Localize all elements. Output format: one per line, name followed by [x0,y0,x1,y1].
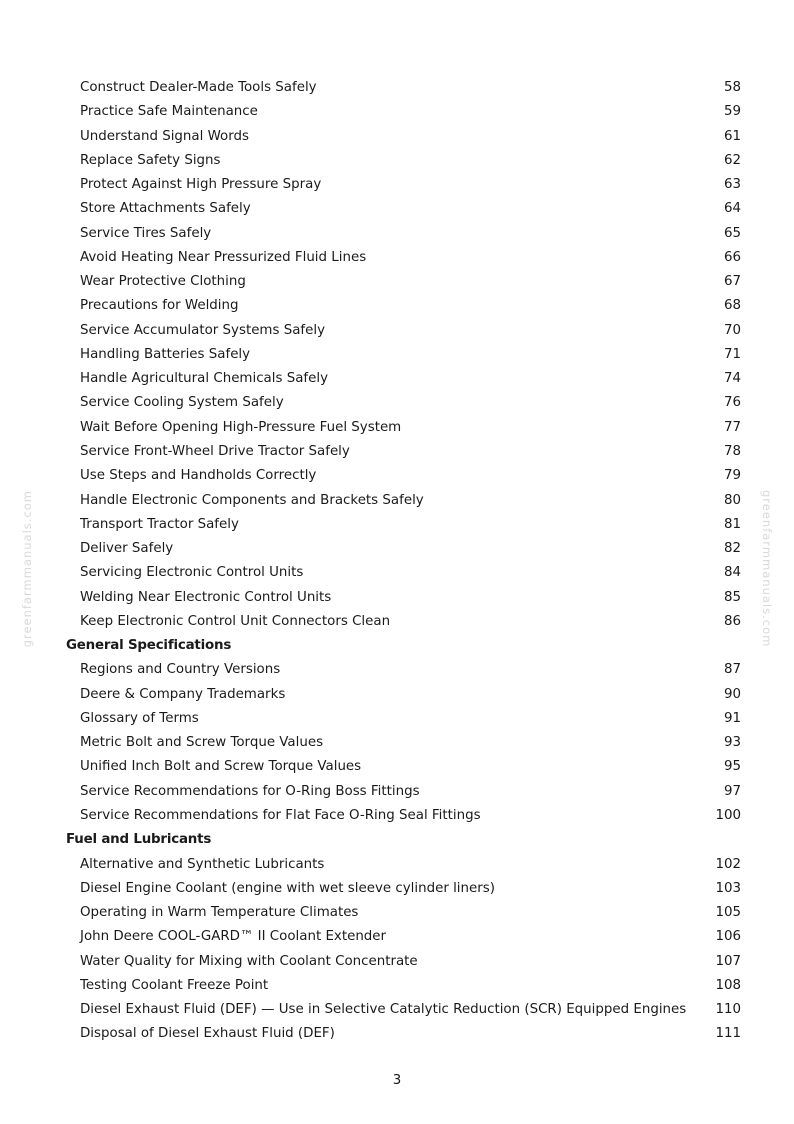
entry-page-number: 86 [723,613,741,629]
entry-page-number: 97 [723,783,741,799]
entry-page-number: 66 [723,249,741,265]
toc-entry[interactable] [0,1022,794,1046]
entry-title: Water Quality for Mixing with Coolant Concentrate [80,953,418,969]
entry-page-number: 93 [723,735,741,751]
entry-page-number: 103 [715,880,741,896]
entry-title: Diesel Exhaust Fluid (DEF) — Use in Selective Catalytic Reduction (SCR) Equipped Engines [80,1002,687,1018]
toc-entry[interactable] [0,149,794,173]
entry-page-number: 65 [723,225,741,241]
entry-title: Regions and Country Versions [80,662,281,678]
watermark-left: greenfarmmanuals.com [20,490,34,648]
section-title: General Specifications [66,638,232,654]
entry-page-number: 111 [715,1026,741,1042]
entry-page-number: 87 [723,662,741,678]
entry-title: Store Attachments Safely [80,201,251,217]
toc-entry[interactable] [0,440,794,464]
toc-entry[interactable] [0,464,794,488]
toc-entry[interactable] [0,561,794,585]
entry-title: Service Recommendations for Flat Face O-Ring Seal Fittings [80,807,481,823]
toc-entry[interactable] [0,925,794,949]
entry-page-number: 63 [723,177,741,193]
entry-title: Handle Electronic Components and Brackets Safely [80,492,424,508]
toc-entry[interactable] [0,731,794,755]
toc-entry[interactable] [0,901,794,925]
toc-entry[interactable] [0,974,794,998]
entry-title: Wear Protective Clothing [80,274,246,290]
entry-title: Service Tires Safely [80,225,212,241]
entry-title: Testing Coolant Freeze Point [80,977,269,993]
entry-title: Welding Near Electronic Control Units [80,589,332,605]
entry-page-number: 100 [715,807,741,823]
entry-title: Metric Bolt and Screw Torque Values [80,735,324,751]
section-title: Fuel and Lubricants [66,832,212,848]
toc-entry[interactable] [0,222,794,246]
entry-page-number: 107 [715,953,741,969]
entry-page-number: 108 [715,977,741,993]
entry-title: Wait Before Opening High-Pressure Fuel System [80,419,402,435]
toc-entry[interactable] [0,877,794,901]
entry-page-number: 76 [723,395,741,411]
entry-title: Glossary of Terms [80,710,199,726]
entry-title: Alternative and Synthetic Lubricants [80,856,325,872]
toc-entry[interactable] [0,853,794,877]
entry-page-number: 81 [723,516,741,532]
entry-title: Service Cooling System Safely [80,395,284,411]
toc-entry[interactable] [0,610,794,634]
entry-title: Operating in Warm Temperature Climates [80,905,359,921]
toc-entry[interactable] [0,294,794,318]
toc-entry[interactable] [0,173,794,197]
entry-title: Unified Inch Bolt and Screw Torque Values [80,759,362,775]
entry-page-number: 70 [723,322,741,338]
toc-entry[interactable] [0,998,794,1022]
entry-page-number: 79 [723,468,741,484]
entry-title: Deere & Company Trademarks [80,686,286,702]
entry-title: Disposal of Diesel Exhaust Fluid (DEF) [80,1026,335,1042]
toc-entry[interactable] [0,950,794,974]
entry-title: Avoid Heating Near Pressurized Fluid Lines [80,249,367,265]
entry-page-number: 67 [723,274,741,290]
entry-page-number: 105 [715,905,741,921]
entry-page-number: 74 [723,371,741,387]
entry-page-number: 84 [723,565,741,581]
toc-entry[interactable] [0,100,794,124]
toc-entry[interactable] [0,513,794,537]
toc-entry[interactable] [0,270,794,294]
toc-entry[interactable] [0,125,794,149]
entry-page-number: 78 [723,443,741,459]
entry-title: John Deere COOL-GARD™ II Coolant Extender [80,929,387,945]
entry-page-number: 102 [715,856,741,872]
entry-page-number: 62 [723,152,741,168]
toc-entry[interactable] [0,489,794,513]
entry-page-number: 95 [723,759,741,775]
entry-title: Replace Safety Signs [80,152,221,168]
entry-title: Understand Signal Words [80,128,249,144]
toc-section-heading [0,634,794,658]
toc-entry[interactable] [0,537,794,561]
entry-title: Keep Electronic Control Unit Connectors Clean [80,613,391,629]
entry-title: Service Front-Wheel Drive Tractor Safely [80,443,350,459]
entry-title: Service Recommendations for O-Ring Boss Fittings [80,783,420,799]
entry-page-number: 106 [715,929,741,945]
entry-title: Deliver Safely [80,541,174,557]
entry-page-number: 90 [723,686,741,702]
toc-entry[interactable] [0,755,794,779]
toc-entry[interactable] [0,707,794,731]
toc-entry[interactable] [0,804,794,828]
entry-page-number: 80 [723,492,741,508]
toc-entry[interactable] [0,76,794,100]
entry-page-number: 64 [723,201,741,217]
table-of-contents [0,76,794,1047]
entry-page-number: 59 [723,104,741,120]
toc-entry[interactable] [0,197,794,221]
entry-page-number: 61 [723,128,741,144]
entry-page-number: 71 [723,346,741,362]
watermark-right: greenfarmmanuals.com [760,490,774,648]
toc-entry[interactable] [0,343,794,367]
toc-entry[interactable] [0,416,794,440]
entry-title: Precautions for Welding [80,298,239,314]
entry-page-number: 85 [723,589,741,605]
toc-entry[interactable] [0,319,794,343]
entry-title: Use Steps and Handholds Correctly [80,468,317,484]
entry-title: Practice Safe Maintenance [80,104,258,120]
toc-entry[interactable] [0,658,794,682]
toc-entry[interactable] [0,391,794,415]
entry-title: Servicing Electronic Control Units [80,565,304,581]
entry-page-number: 58 [723,80,741,95]
entry-page-number: 77 [723,419,741,435]
toc-entry[interactable] [0,683,794,707]
entry-page-number: 68 [723,298,741,314]
entry-title: Service Accumulator Systems Safely [80,322,326,338]
entry-title: Protect Against High Pressure Spray [80,177,322,193]
page-number: 3 [392,1073,402,1088]
entry-page-number: 82 [723,541,741,557]
toc-entry[interactable] [0,780,794,804]
toc-section-heading [0,828,794,852]
entry-title: Construct Dealer-Made Tools Safely [80,80,317,95]
toc-entry[interactable] [0,586,794,610]
entry-page-number: 110 [715,1002,741,1018]
entry-page-number: 91 [723,710,741,726]
entry-title: Handling Batteries Safely [80,346,251,362]
entry-title: Diesel Engine Coolant (engine with wet sleeve cylinder liners) [80,880,495,896]
toc-entry[interactable] [0,246,794,270]
entry-title: Transport Tractor Safely [80,516,239,532]
entry-title: Handle Agricultural Chemicals Safely [80,371,329,387]
toc-entry[interactable] [0,367,794,391]
